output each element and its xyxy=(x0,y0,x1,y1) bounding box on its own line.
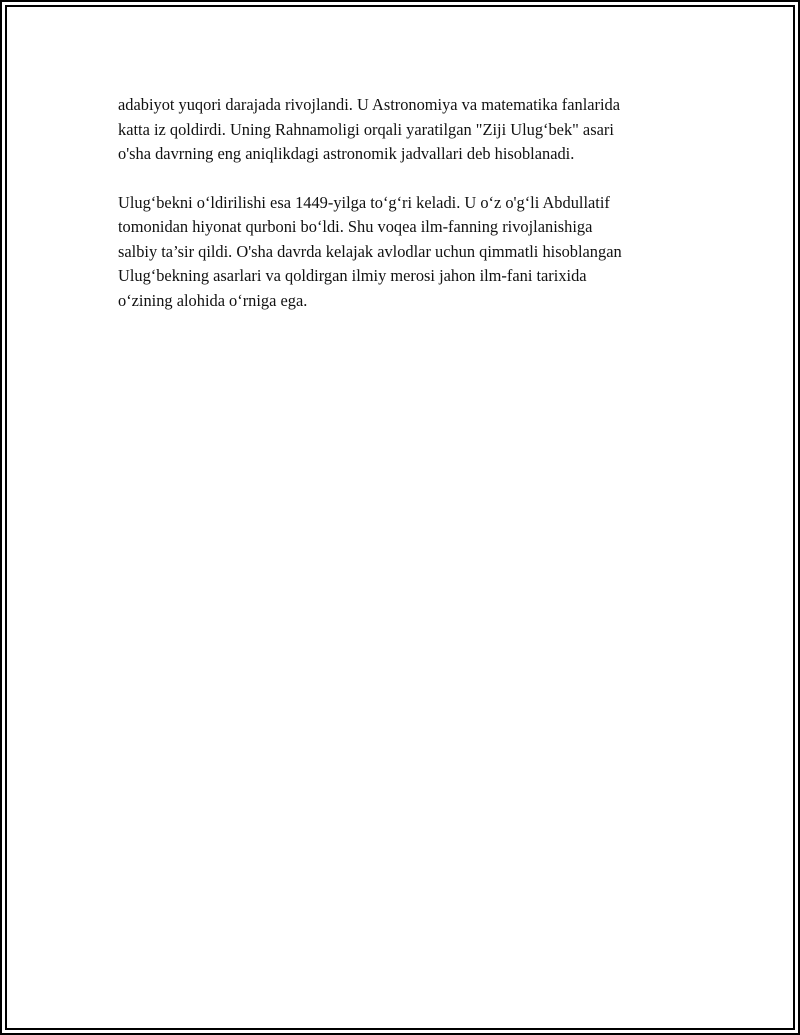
paragraph-line: adabiyot yuqori darajada rivojlandi. U Astronomiya va matematika fanlarida xyxy=(118,95,621,114)
paragraph-line: o‘zining alohida o‘rniga ega. xyxy=(118,290,308,310)
paragraph-line: katta iz qoldirdi. Uning Rahnamoligi orqali yaratilgan "Ziji Ulug‘bek" asari xyxy=(118,119,614,139)
paragraph-line: tomonidan hiyonat qurboni bo‘ldi. Shu voqea ilm-fanning rivojlanishiga xyxy=(118,217,593,236)
paragraph-line: Ulug‘bekni o‘ldirilishi esa 1449-yilga to‘g‘ri keladi. U o‘z o'g‘li Abdullatif xyxy=(118,192,610,212)
document-body xyxy=(118,93,698,337)
paragraph-2 xyxy=(118,191,698,314)
paragraph-line: salbiy ta’sir qildi. O'sha davrda kelajak avlodlar uchun qimmatli hisoblangan xyxy=(118,241,622,261)
paragraph-1 xyxy=(118,93,698,167)
paragraph-line: Ulug‘bekning asarlari va qoldirgan ilmiy merosi jahon ilm-fani tarixida xyxy=(118,266,587,285)
paragraph-line: o'sha davrning eng aniqlikdagi astronomik jadvallari deb hisoblanadi. xyxy=(118,144,575,163)
